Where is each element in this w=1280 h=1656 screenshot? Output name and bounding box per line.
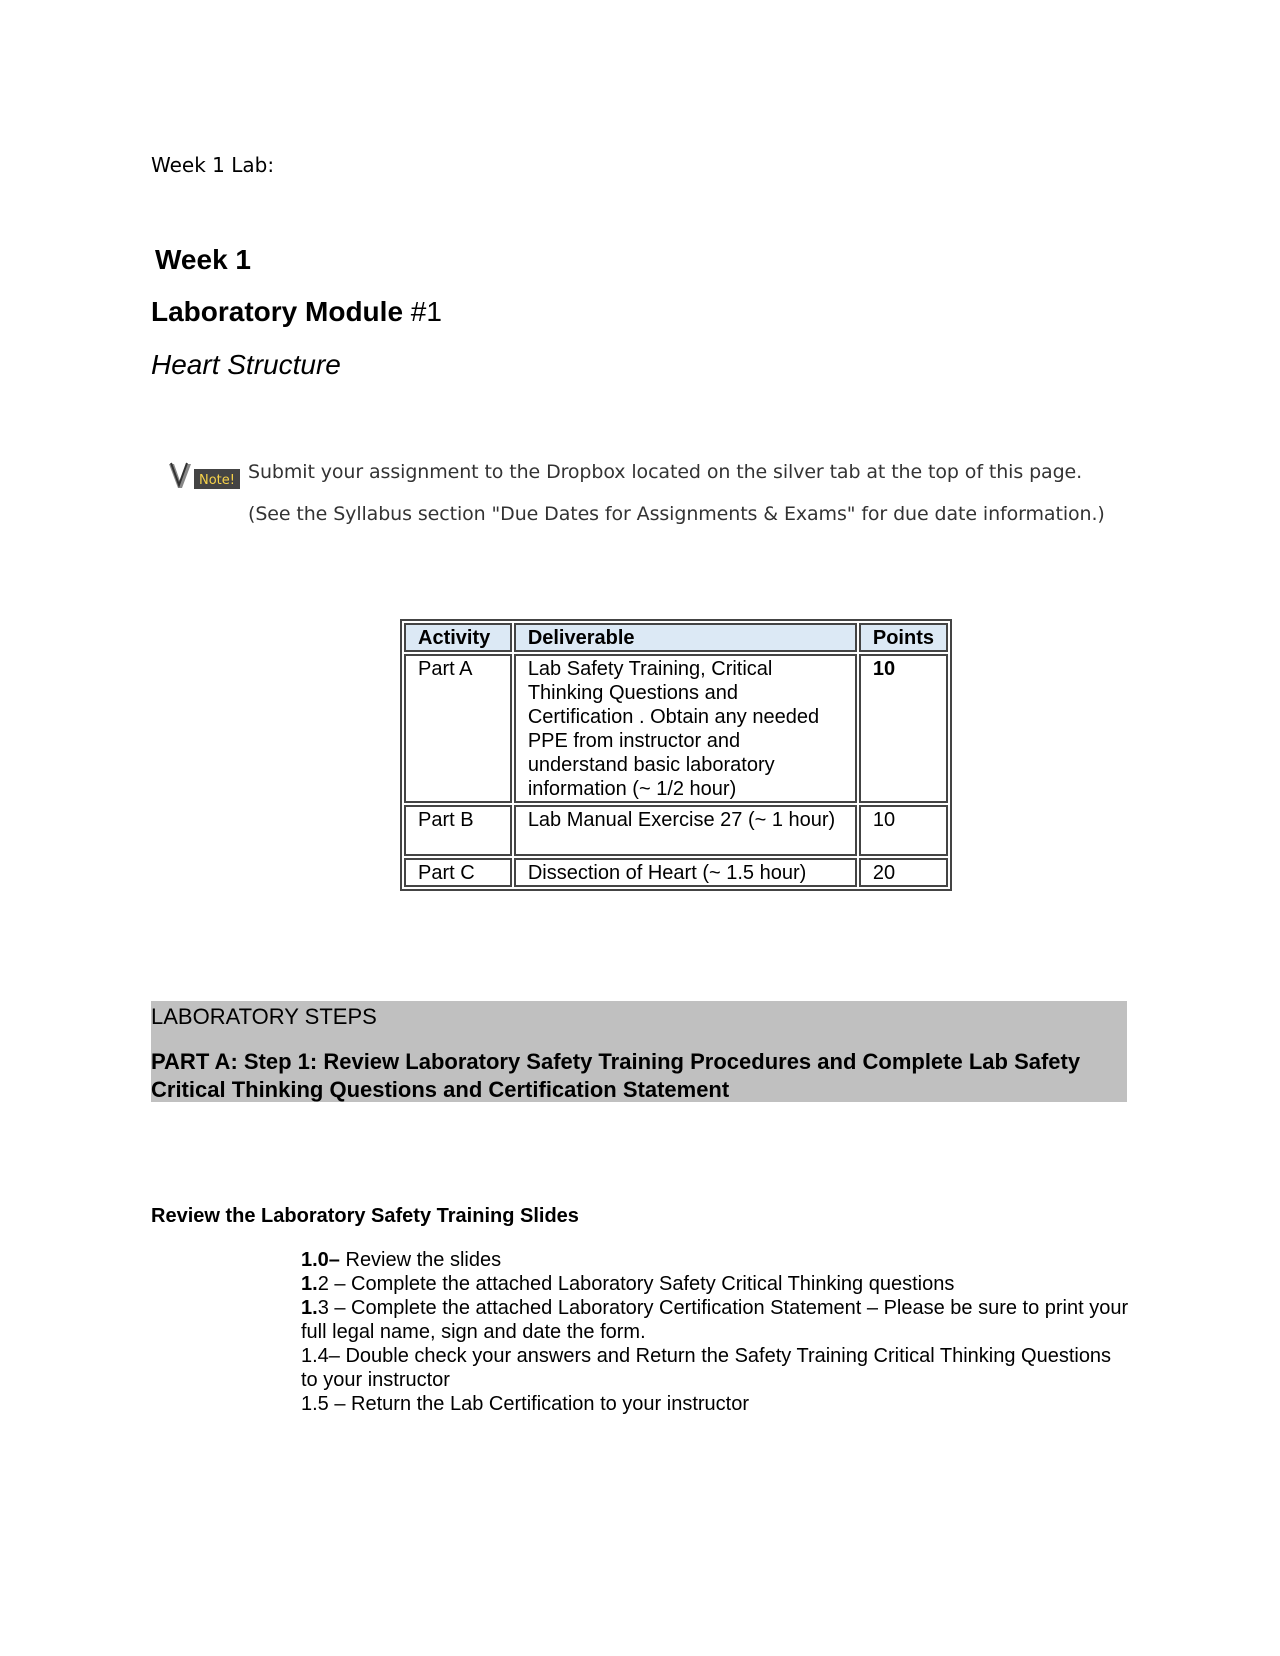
- cell-points: 10: [859, 654, 948, 803]
- note-line-1: Submit your assignment to the Dropbox located on the silver tab at the top of this page.: [248, 461, 1083, 483]
- table-row: [404, 858, 948, 887]
- cell-points: 20: [859, 858, 948, 887]
- cell-activity: Part B: [404, 805, 512, 856]
- cell-activity: Part A: [404, 654, 512, 803]
- table-row: [404, 805, 948, 856]
- module-number: #1: [403, 296, 442, 327]
- table-header-row: [404, 623, 948, 652]
- step-text: Review the slides: [339, 1249, 502, 1271]
- header-deliverable: Deliverable: [514, 623, 857, 652]
- step-text: 1.4– Double check your answers and Return the Safety Training Critical Thinking Questions to your instructor: [301, 1345, 1112, 1391]
- step-text: 1.5 – Return the Lab Certification to your instructor: [301, 1393, 750, 1415]
- header-points: Points: [859, 623, 948, 652]
- step-number: 1.: [301, 1273, 318, 1295]
- step-number: 1.0–: [301, 1249, 340, 1271]
- pre-label: Week 1 Lab:: [151, 153, 275, 177]
- step-text: 3 – Complete the attached Laboratory Certification Statement – Please be sure to print your full legal name, sign and date the form.: [301, 1297, 1129, 1343]
- cell-points: 10: [859, 805, 948, 856]
- cell-deliverable: Lab Manual Exercise 27 (~ 1 hour): [514, 805, 857, 856]
- part-a-heading: PART A: Step 1: Review Laboratory Safety Training Procedures and Complete Lab Safety Critical Thinking Questions and Certification Statement: [151, 1049, 1081, 1102]
- module-heading: [151, 296, 442, 328]
- deliverables-table: [400, 619, 952, 891]
- module-title: Laboratory Module: [151, 296, 404, 327]
- step-text: 2 – Complete the attached Laboratory Safety Critical Thinking questions: [317, 1273, 955, 1295]
- list-item: [301, 1392, 1131, 1416]
- note-callout: [152, 452, 1105, 542]
- note-line-2: (See the Syllabus section "Due Dates for Assignments & Exams" for due date information.): [248, 503, 1105, 525]
- list-item: [301, 1344, 1131, 1392]
- review-steps-list: [301, 1248, 1131, 1416]
- cell-deliverable: Dissection of Heart (~ 1.5 hour): [514, 858, 857, 887]
- week-heading: Week 1: [155, 244, 251, 275]
- cell-deliverable: Lab Safety Training, Critical Thinking Questions and Certification . Obtain any needed PPE from instructor and understand basic laboratory information (~ 1/2 hour): [514, 654, 857, 803]
- cell-activity: Part C: [404, 858, 512, 887]
- list-item: [301, 1272, 1131, 1296]
- note-badge-icon: [166, 460, 242, 492]
- header-activity: Activity: [404, 623, 512, 652]
- note-badge-text: Note!: [199, 473, 235, 488]
- module-subtitle: Heart Structure: [151, 349, 341, 380]
- steps-title: LABORATORY STEPS: [151, 1004, 377, 1029]
- review-heading: Review the Laboratory Safety Training Slides: [151, 1205, 579, 1227]
- table-row: [404, 654, 948, 803]
- step-number: 1.: [301, 1297, 318, 1319]
- list-item: [301, 1296, 1131, 1344]
- list-item: [301, 1248, 1131, 1272]
